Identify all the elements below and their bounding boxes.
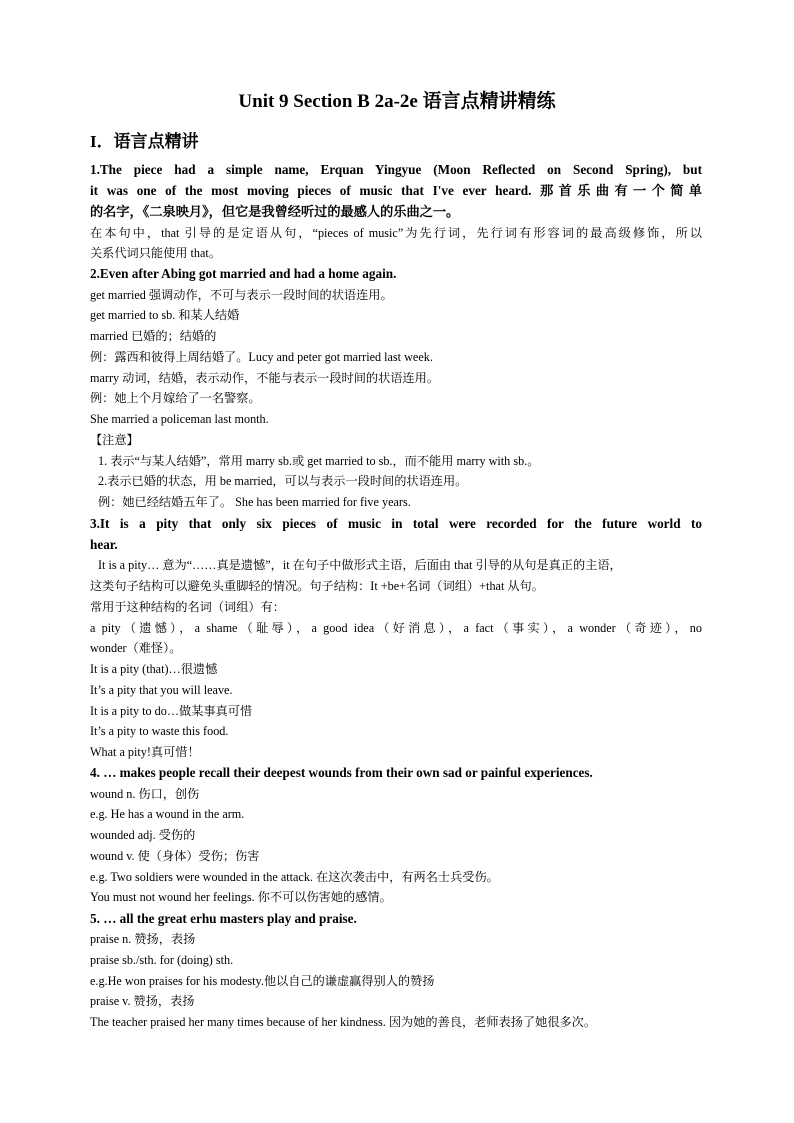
text-line: wound v. 使（身体）受伤；伤害 — [90, 849, 260, 863]
text-line: She married a policeman last month. — [90, 412, 269, 426]
text-line: 关系代词只能使用 that。 — [90, 246, 222, 260]
section-heading: I．语言点精讲 — [90, 132, 199, 151]
text-line: get married to sb. 和某人结婚 — [90, 308, 240, 322]
text-line: It is a pity (that)…很遗憾 — [90, 662, 218, 676]
text-line: wound n. 伤口，创伤 — [90, 787, 200, 801]
text-line: marry 动词，结婚，表示动作，不能与表示一段时间的状语连用。 — [90, 371, 440, 385]
page-title: Unit 9 Section B 2a-2e 语言点精讲精练 — [238, 91, 556, 112]
text-line: praise v. 赞扬，表扬 — [90, 994, 195, 1008]
text-line: e.g.He won praises for his modesty.他以自己的谦虚赢得别人的赞扬 — [90, 974, 435, 988]
point-5-heading: 5. … all the great erhu masters play and praise. — [90, 911, 357, 926]
text-line: It’s a pity to waste this food. — [90, 724, 229, 738]
point-1-line-1: 1.The piece had a simple name, Erquan Yingyue (Moon Reflected on Second Spring), but — [90, 162, 702, 177]
text-line: wounded adj. 受伤的 — [90, 828, 196, 842]
text-line: 1. 表示“与某人结婚”，常用 marry sb.或 get married to sb.，而不能用 marry with sb.。 — [98, 454, 540, 468]
point-3-line-1: 3.It is a pity that only six pieces of music in total were recorded for the future world to — [90, 516, 702, 531]
point-1-line-3: 的名字，《二泉映月》，但它是我曾经听过的最感人的乐曲之一。 — [90, 204, 460, 219]
text-line: It’s a pity that you will leave. — [90, 683, 233, 697]
text-line: It is a pity… 意为“……真是遗憾”，it 在句子中做形式主语，后面由 that 引导的从句是真正的主语， — [98, 558, 622, 572]
point-2-heading: 2.Even after Abing got married and had a home again. — [90, 266, 397, 281]
point-1-line-2: it was one of the most moving pieces of music that I've ever heard. 那首乐曲有一个简单 — [90, 183, 702, 198]
text-line: The teacher praised her many times because of her kindness. 因为她的善良，老师表扬了她很多次。 — [90, 1015, 597, 1029]
text-line: It is a pity to do…做某事真可惜 — [90, 704, 253, 718]
text-line: 例：她上个月嫁给了一名警察。 — [90, 391, 261, 405]
text-line: married 已婚的；结婚的 — [90, 329, 217, 343]
text-line: You must not wound her feelings. 你不可以伤害她的感情。 — [90, 890, 392, 904]
point-3-line-2: hear. — [90, 537, 118, 552]
text-line: praise n. 赞扬，表扬 — [90, 932, 196, 946]
text-line: praise sb./sth. for (doing) sth. — [90, 953, 234, 967]
text-line: wonder（难怪）。 — [90, 641, 182, 655]
note-heading: 【注意】 — [90, 433, 139, 447]
text-line: 例：露西和彼得上周结婚了。Lucy and peter got married last week. — [90, 350, 433, 364]
text-line: e.g. Two soldiers were wounded in the attack. 在这次袭击中，有两名士兵受伤。 — [90, 870, 499, 884]
text-line: What a pity!真可惜！ — [90, 745, 200, 759]
text-line: 在本句中，that 引导的是定语从句，“pieces of music”为先行词，先行词有形容词的最高级修饰，所以 — [90, 226, 702, 240]
text-line: get married 强调动作，不可与表示一段时间的状语连用。 — [90, 288, 393, 302]
text-line: 这类句子结构可以避免头重脚轻的情况。句子结构：It +be+名词（词组）+that 从句。 — [90, 579, 544, 593]
text-line: 例：她已经结婚五年了。 She has been married for five years. — [98, 495, 411, 509]
text-line: 2.表示已婚的状态，用 be married，可以与表示一段时间的状语连用。 — [98, 474, 468, 488]
text-line: e.g. He has a wound in the arm. — [90, 807, 245, 821]
text-line: a pity（遗憾），a shame（耻辱），a good idea（好消息），a fact（事实），a wonder（奇迹），no — [90, 621, 702, 635]
text-line: 常用于这种结构的名词（词组）有： — [90, 600, 285, 614]
point-4-heading: 4. … makes people recall their deepest wounds from their own sad or painful experiences. — [90, 765, 593, 780]
